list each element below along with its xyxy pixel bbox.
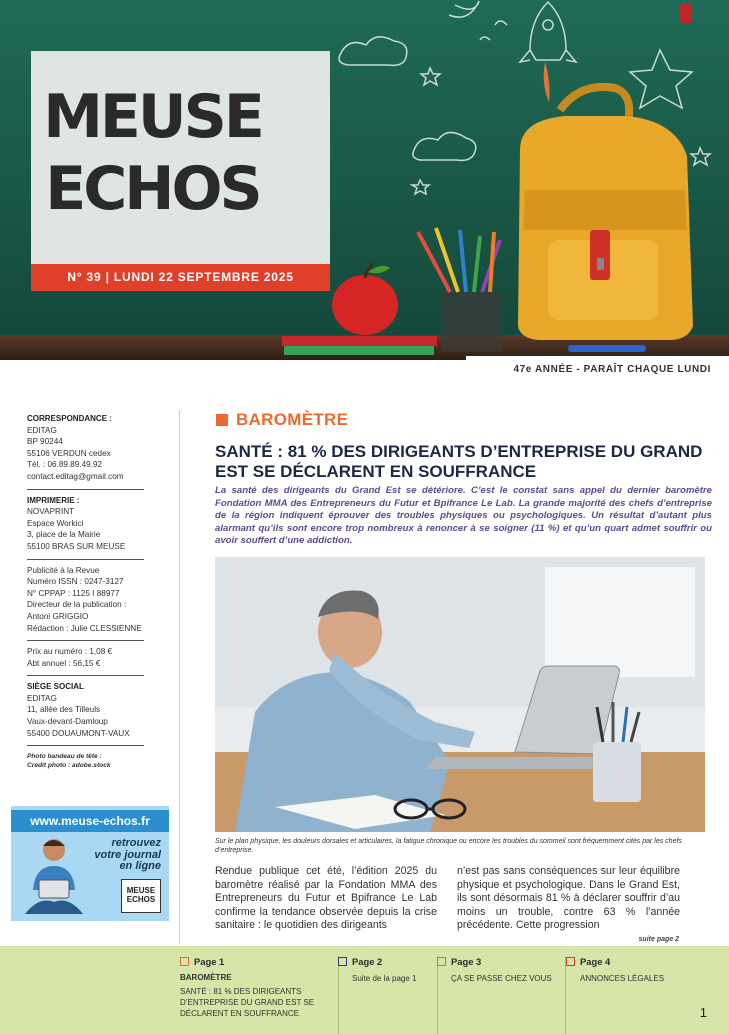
square-icon bbox=[338, 957, 347, 966]
divider bbox=[27, 675, 144, 676]
article-headline: SANTÉ : 81 % DES DIRIGEANTS D’ENTREPRISE DU GRAND EST SE DÉCLARENT EN SOUFFRANCE bbox=[215, 442, 703, 481]
website-link[interactable]: www.meuse-echos.fr bbox=[11, 810, 169, 832]
siege-line: Vaux-devant-Damloup bbox=[27, 717, 108, 727]
photo-credit-line: Crédit photo : adobe.stock bbox=[27, 762, 111, 770]
article-photo bbox=[215, 557, 705, 832]
imprimerie-line: 55100 BRAS SUR MEUSE bbox=[27, 541, 126, 551]
siege-line: 11, allée des Tilleuls bbox=[27, 705, 101, 715]
toc-head bbox=[338, 956, 438, 967]
section-marker-icon bbox=[216, 414, 228, 426]
page-number: 1 bbox=[699, 1005, 707, 1020]
article-body-col-1: Rendue publique cet été, l’édition 2025 du baromètre réalisé par la Fondation MMA des Entrepreneurs du Futur et Bpifrance Le Lab confirme la tendance observée depuis la crise sanitaire : le quotidien des dirigeants bbox=[215, 865, 437, 931]
siege-line: EDITAG bbox=[27, 693, 57, 703]
promo-text-line: retrouvez bbox=[111, 837, 161, 849]
logo-text: MEUSE bbox=[126, 886, 156, 895]
toc-text: ANNONCES LÉGALES bbox=[580, 974, 665, 983]
correspondance-email[interactable]: contact.editag@gmail.com bbox=[27, 471, 124, 481]
website-promo[interactable] bbox=[11, 806, 169, 921]
masthead-title-meuse: MEUSE bbox=[43, 82, 262, 152]
promo-text-line: votre journal bbox=[94, 848, 161, 861]
publication-line: Directeur de la publication : bbox=[27, 600, 127, 610]
logo-text: ECHOS bbox=[126, 895, 156, 904]
divider bbox=[27, 640, 144, 641]
sidebar-info bbox=[27, 413, 144, 770]
toc-page-label: Page 1 bbox=[194, 956, 225, 967]
correspondance-line: 55106 VERDUN cedex bbox=[27, 448, 111, 458]
toc-page-label: Page 4 bbox=[580, 956, 611, 967]
toc-head bbox=[566, 956, 676, 967]
meuse-echos-logo bbox=[121, 879, 161, 913]
section-label: BAROMÈTRE bbox=[236, 410, 349, 429]
correspondance-phone: Tél. : 06.89.89.49.92 bbox=[27, 460, 103, 470]
siege-line: 55400 DOUAUMONT-VAUX bbox=[27, 728, 130, 738]
promo-text-line: en ligne bbox=[119, 860, 161, 872]
imprimerie-line: Espace Workici bbox=[27, 518, 84, 528]
publication-line: Rédaction : Julie CLESSIENNE bbox=[27, 623, 142, 633]
correspondance-line: BP 90244 bbox=[27, 437, 63, 447]
tagline: 47e ANNÉE - PARAÎT CHAQUE LUNDI bbox=[513, 364, 711, 375]
toc-item-page-4[interactable] bbox=[566, 956, 676, 1034]
price-line: Abt annuel : 56,15 € bbox=[27, 658, 101, 668]
issue-date: N° 39 | LUNDI 22 SEPTEMBRE 2025 bbox=[67, 270, 294, 284]
promo-text bbox=[71, 838, 161, 873]
toc-text: SANTÉ : 81 % DES DIRIGEANTS D’ENTREPRISE DU GRAND EST SE DÉCLARENT EN SOUFFRANCE bbox=[180, 987, 315, 1018]
divider bbox=[27, 559, 144, 560]
imprimerie-line: 3, place de la Mairie bbox=[27, 530, 101, 540]
photo-credit bbox=[27, 752, 144, 770]
masthead-title-echos: ECHOS bbox=[45, 154, 260, 224]
masthead-banner bbox=[0, 0, 729, 376]
imprimerie-heading: IMPRIMERIE : bbox=[27, 495, 80, 505]
publication-line: Numéro ISSN : 0247-3127 bbox=[27, 577, 124, 587]
toc-head bbox=[180, 956, 330, 967]
siege-heading: SIÈGE SOCIAL bbox=[27, 682, 84, 692]
publication-line: Antoni GRIGGIO bbox=[27, 611, 89, 621]
square-icon bbox=[180, 957, 189, 966]
square-icon bbox=[566, 957, 575, 966]
square-icon bbox=[437, 957, 446, 966]
toc-item-page-2[interactable] bbox=[338, 956, 438, 1034]
toc-item-page-3[interactable] bbox=[437, 956, 565, 1034]
photo-credit-line: Photo bandeau de tête : bbox=[27, 753, 102, 761]
price-line: Prix au numéro : 1,08 € bbox=[27, 647, 113, 657]
imprimerie-line: NOVAPRINT bbox=[27, 507, 75, 517]
publication-line: Publicité à la Revue bbox=[27, 565, 100, 575]
correspondance-line: EDITAG bbox=[27, 425, 57, 435]
divider bbox=[27, 489, 144, 490]
publication-line: N° CPPAP : 1125 I 88977 bbox=[27, 588, 120, 598]
toc-title: BAROMÈTRE bbox=[180, 973, 232, 982]
toc-item-page-1[interactable] bbox=[180, 956, 330, 1034]
divider bbox=[27, 745, 144, 746]
article-body-col-2: n’est pas sans conséquences sur leur équilibre physique et psychologique. Dans le Grand Est, ils sont désormais 81 % à déclarer souffrir d’au moins un trouble, contre 63 % l’année précédente. Cette progression bbox=[457, 865, 680, 931]
article-lede: La santé des dirigeants du Grand Est se détériore. C’est le constat sans appel du dernier baromètre Fondation MMA des Entrepreneurs du Futur et Bpifrance Le Lab. La grande majorité des chefs d’entreprise de la région indiquent éprouver des troubles physiques ou psychologiques. Un résultat d’autant plus alarmant qu’ils sont encore trop nombreux à renoncer à se soigner (11 %) et qu’un quart admet souffrir ou avoir souffert d’une addiction. bbox=[215, 485, 712, 547]
toc-page-label: Page 3 bbox=[451, 956, 482, 967]
toc-page-label: Page 2 bbox=[352, 956, 383, 967]
correspondance-heading: CORRESPONDANCE : bbox=[27, 414, 112, 423]
toc-text: ÇA SE PASSE CHEZ VOUS bbox=[451, 974, 552, 983]
photo-caption: Sur le plan physique, les douleurs dorsales et articulaires, la fatigue chronique ou encore les troubles du sommeil sont fréquemment cités par les chefs d’entreprise. bbox=[215, 838, 682, 854]
continued-link[interactable]: suite page 2 bbox=[638, 936, 679, 943]
column-divider bbox=[179, 410, 180, 944]
toc-text: Suite de la page 1 bbox=[352, 974, 417, 983]
toc-head bbox=[437, 956, 565, 967]
